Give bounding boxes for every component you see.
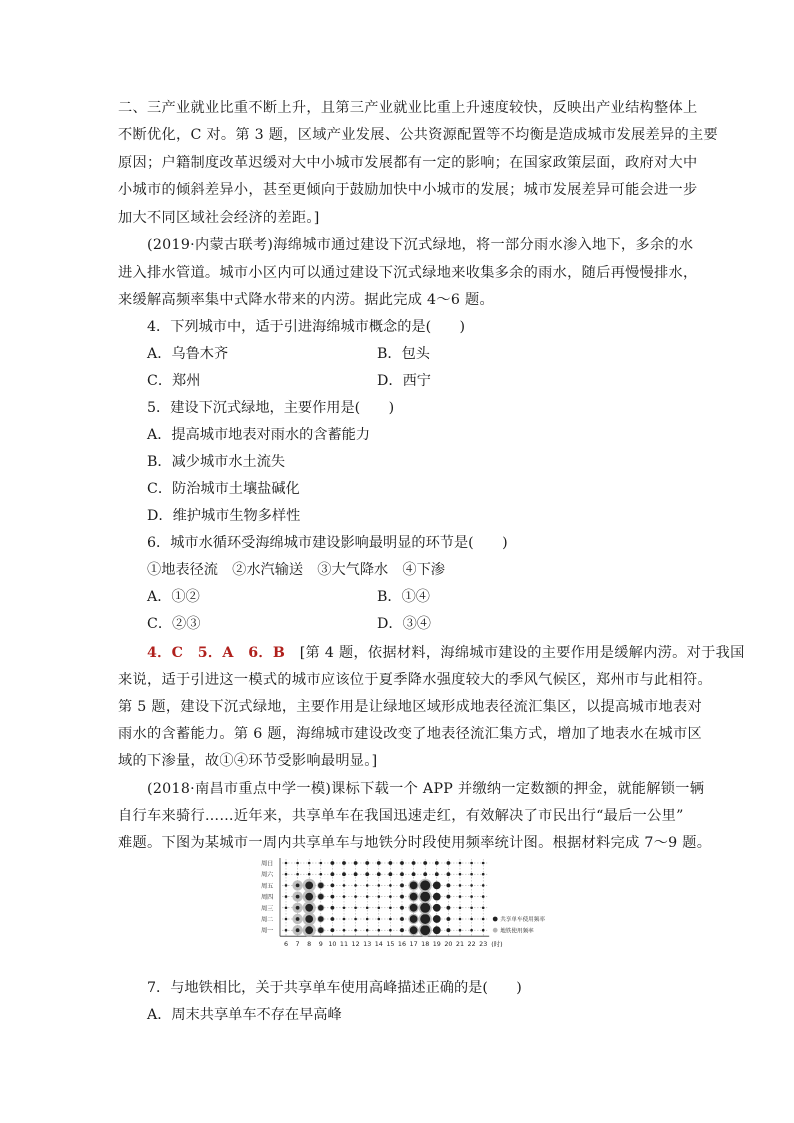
bike-bubble: [459, 918, 462, 921]
bike-bubble: [365, 861, 369, 865]
q7-option-a: A．周末共享单车不存在早高峰: [147, 1007, 342, 1023]
paragraph-2-line-2: 进入排水管道。城市小区内可以通过建设下沉式绿地来收集多余的雨水，随后再慢慢排水，: [118, 265, 698, 281]
bike-bubble: [354, 895, 357, 898]
bike-bubble: [285, 918, 288, 921]
y-tick-label: 周三: [261, 905, 274, 913]
bike-bubble: [354, 884, 357, 887]
bike-bubble: [459, 929, 462, 932]
q4-option-c: C．郑州: [147, 373, 201, 389]
bike-bubble: [308, 873, 311, 876]
bike-bubble: [410, 904, 418, 912]
paragraph-2-line-3: 来缓解高频率集中式降水带来的内涝。据此完成 4～6 题。: [118, 292, 494, 308]
q6-option-d: D．③④: [377, 616, 431, 632]
bike-bubble: [433, 904, 441, 912]
bike-bubble: [470, 895, 473, 898]
bike-bubble: [420, 925, 430, 935]
bike-bubble: [420, 903, 430, 913]
bike-bubble: [378, 895, 381, 898]
x-tick-label: 9: [318, 940, 323, 949]
bike-bubble: [435, 872, 439, 876]
bike-bubble: [482, 929, 485, 932]
paragraph-1-line-3: 原因；户籍制度改革迟缓对大中小城市发展都有一定的影响；在国家政策层面，政府对大中: [118, 155, 698, 171]
bike-bubble: [433, 882, 441, 890]
bike-bubble: [377, 872, 381, 876]
bike-bubble: [482, 918, 485, 921]
q5-option-d: D．维护城市生物多样性: [147, 508, 301, 524]
bike-bubble: [447, 895, 451, 899]
bike-bubble: [400, 872, 404, 876]
bike-bubble: [296, 917, 300, 921]
bike-bubble: [389, 929, 392, 932]
bike-bubble: [342, 861, 346, 865]
paragraph-4-line-3: 难题。下图为某城市一周内共享单车与地铁分时段使用频率统计图。根据材料完成 7～9 题。: [118, 835, 712, 851]
bike-bubble: [410, 893, 418, 901]
chart-svg: [258, 857, 550, 969]
bike-bubble: [342, 872, 346, 876]
q4-stem: 4．下列城市中，适于引进海绵城市概念的是( ): [147, 319, 466, 335]
bike-bubble: [296, 873, 299, 876]
bike-bubble: [285, 884, 288, 887]
bike-bubble: [423, 872, 427, 876]
bike-bubble: [459, 895, 462, 898]
bike-bubble: [470, 929, 473, 932]
x-tick-label: 12: [351, 940, 360, 949]
bike-bubble: [482, 873, 485, 876]
bike-bubble: [305, 893, 313, 901]
bike-bubble: [285, 929, 288, 932]
bike-bubble: [366, 918, 369, 921]
paragraph-4-line-1: (2018·南昌市重点中学一模)课标下载一个 APP 并缴纳一定数额的押金，就能解锁一辆: [147, 781, 705, 797]
legend-bike-swatch: [493, 917, 498, 922]
answer-6: 6．B: [248, 645, 286, 661]
q6-stem: 6．城市水循环受海绵城市建设影响最明显的环节是( ): [147, 535, 508, 551]
chart-x-labels: [284, 939, 503, 948]
bike-bubble: [305, 882, 313, 890]
bike-bubble: [305, 926, 313, 934]
x-tick-label: 6: [283, 940, 289, 949]
bike-bubble: [412, 872, 416, 876]
x-tick-label: 15: [386, 940, 395, 949]
x-tick-label: 22: [467, 940, 476, 949]
bike-bubble: [400, 861, 404, 865]
answer-line-4: 雨水的含蓄能力。第 6 题，海绵城市建设改变了地表径流汇集方式，增加了地表水在城市区: [118, 726, 702, 742]
bike-bubble: [318, 905, 324, 911]
paragraph-4-line-2: 自行车来骑行……近年来，共享单车在我国迅速走红，有效解决了市民出行“最后一公里”: [118, 808, 684, 824]
x-tick-label: 17: [409, 940, 418, 949]
bike-bubble: [318, 916, 324, 922]
y-tick-label: 周五: [261, 882, 274, 890]
x-tick-label: 8: [307, 940, 312, 949]
bike-bubble: [459, 862, 462, 865]
y-tick-label: 周六: [261, 871, 274, 879]
bike-bubble: [343, 918, 346, 921]
bike-bubble: [400, 917, 404, 921]
bike-bubble: [410, 926, 418, 934]
bike-bubble: [366, 884, 369, 887]
bike-bubble: [296, 906, 300, 910]
bike-bubble: [482, 907, 485, 910]
chart-legend: [493, 915, 546, 934]
bike-bubble: [285, 873, 288, 876]
y-tick-label: 周四: [261, 894, 274, 902]
bike-bubble: [378, 907, 381, 910]
bike-bubble: [331, 884, 335, 888]
bike-bubble: [331, 861, 335, 865]
bike-bubble: [378, 884, 381, 887]
x-axis-unit: (时): [491, 940, 503, 949]
bike-bubble: [400, 928, 404, 932]
bike-bubble: [296, 928, 300, 932]
bike-bubble: [343, 895, 346, 898]
bike-bubble: [377, 861, 381, 865]
bike-bubble: [378, 918, 381, 921]
bike-bubble: [320, 873, 323, 876]
paragraph-2-line-1: (2019·内蒙古联考)海绵城市通过建设下沉式绿地，将一部分雨水渗入地下，多余的水: [147, 237, 694, 253]
bike-bubble: [389, 907, 392, 910]
bike-bubble: [470, 907, 473, 910]
bike-bubble: [410, 882, 418, 890]
bike-bubble: [331, 895, 335, 899]
bike-bubble: [354, 929, 357, 932]
bike-bubble: [320, 862, 323, 865]
bike-bubble: [318, 883, 324, 889]
bike-bubble: [470, 873, 473, 876]
y-tick-label: 周二: [261, 916, 274, 924]
bike-bubble: [343, 907, 346, 910]
q6-option-a: A．①②: [147, 589, 200, 605]
bike-bubble: [354, 861, 358, 865]
bike-bubble: [420, 892, 430, 902]
bike-bubble: [389, 918, 392, 921]
bike-bubble: [305, 915, 313, 923]
bike-bubble: [400, 884, 404, 888]
chart-y-labels: [261, 860, 274, 935]
bike-bubble: [378, 929, 381, 932]
answer-line-5: 域的下渗量，故①④环节受影响最明显。]: [118, 753, 378, 769]
bike-bubble: [308, 862, 311, 865]
q5-option-b: B．减少城市水土流失: [147, 454, 286, 470]
x-tick-label: 14: [374, 940, 383, 949]
paragraph-1-line-1: 二、三产业就业比重不断上升，且第三产业就业比重上升速度较快，反映出产业结构整体上: [118, 100, 698, 116]
bike-bubble: [447, 884, 451, 888]
bike-bubble: [433, 915, 441, 923]
chart-bubbles: [285, 861, 485, 937]
legend-bike-label: 共享单车使用频率: [500, 917, 545, 924]
legend-subway-label: 地铁使用频率: [500, 928, 534, 935]
bike-bubble: [412, 861, 416, 865]
x-tick-label: 13: [363, 940, 372, 949]
bike-bubble: [305, 904, 313, 912]
bike-bubble: [400, 895, 404, 899]
bike-bubble: [459, 873, 462, 876]
bike-bubble: [482, 884, 485, 887]
bike-bubble: [482, 895, 485, 898]
bike-bubble: [420, 914, 430, 924]
y-tick-label: 周日: [261, 860, 274, 868]
q5-option-c: C．防治城市土壤盐碱化: [147, 481, 300, 497]
bike-bubble: [331, 928, 335, 932]
x-tick-label: 19: [432, 940, 441, 949]
bike-bubble: [366, 907, 369, 910]
q5-option-a: A．提高城市地表对雨水的含蓄能力: [147, 427, 371, 443]
bike-bubble: [447, 928, 451, 932]
x-tick-label: 11: [339, 940, 349, 949]
q4-option-b: B．包头: [377, 346, 430, 362]
paragraph-1-line-5: 加大不同区域社会经济的差距。]: [118, 210, 320, 226]
bike-bubble: [410, 915, 418, 923]
bike-bubble: [354, 918, 357, 921]
bike-bubble: [447, 906, 451, 910]
bike-bubble: [433, 893, 441, 901]
x-tick-label: 7: [295, 940, 300, 949]
bike-bubble: [459, 884, 462, 887]
x-tick-label: 10: [328, 940, 337, 949]
bike-bubble: [389, 861, 393, 865]
bike-bubble: [366, 895, 369, 898]
bike-bubble: [400, 906, 404, 910]
bike-bubble: [354, 907, 357, 910]
bike-bubble: [331, 917, 335, 921]
x-tick-label: 18: [421, 940, 430, 949]
q4-option-a: A．乌鲁木齐: [147, 346, 229, 362]
q6-items: ①地表径流 ②水汽输送 ③大气降水 ④下渗: [147, 562, 445, 578]
y-tick-label: 周一: [261, 927, 274, 935]
bike-bubble: [285, 895, 288, 898]
bike-bubble: [470, 918, 473, 921]
bike-bubble: [331, 872, 335, 876]
bike-bubble: [318, 927, 324, 933]
answer-line-2: 来说，适于引进这一模式的城市应该位于夏季降水强度较大的季风气候区，郑州市与此相符。: [118, 672, 712, 688]
bike-bubble: [318, 894, 324, 900]
bike-bubble: [470, 862, 473, 865]
q7-stem: 7．与地铁相比，关于共享单车使用高峰描述正确的是( ): [147, 980, 522, 996]
q5-stem: 5．建设下沉式绿地，主要作用是( ): [147, 400, 395, 416]
x-tick-label: 23: [479, 940, 488, 949]
x-tick-label: 20: [444, 940, 453, 949]
bike-bubble: [389, 872, 393, 876]
answer-4: 4．C: [147, 645, 184, 661]
bike-bubble: [389, 895, 392, 898]
answer-line-1: [118, 640, 745, 668]
bike-bubble: [296, 862, 299, 865]
bike-bubble: [447, 917, 451, 921]
bike-bubble: [331, 906, 335, 910]
bike-bubble: [389, 884, 392, 887]
bike-bubble: [447, 861, 451, 865]
bike-bubble: [433, 926, 441, 934]
bike-bubble: [343, 929, 346, 932]
bike-bubble: [365, 872, 369, 876]
answer-5: 5．A: [197, 645, 234, 661]
x-tick-label: 21: [455, 940, 465, 949]
answer-line-3: 第 5 题，建设下沉式绿地，主要作用是让绿地区域形成地表径流汇集区，以提高城市地表对: [118, 699, 702, 715]
bike-bubble: [459, 907, 462, 910]
bike-bubble: [296, 884, 300, 888]
answer-explanation-lead: [第 4 题，依据材料，海绵城市建设的主要作用是缓解内涝。对于我国: [299, 645, 745, 661]
q4-option-d: D．西宁: [377, 373, 431, 389]
usage-frequency-chart: [258, 857, 550, 969]
bike-bubble: [343, 884, 346, 887]
legend-subway-swatch: [493, 928, 498, 933]
bike-bubble: [423, 861, 427, 865]
x-tick-label: 16: [397, 940, 407, 949]
q6-option-c: C．②③: [147, 616, 201, 632]
bike-bubble: [366, 929, 369, 932]
bike-bubble: [354, 872, 358, 876]
bike-bubble: [435, 861, 439, 865]
bike-bubble: [285, 907, 288, 910]
bike-bubble: [447, 872, 451, 876]
paragraph-1-line-2: 不断优化，C 对。第 3 题，区域产业发展、公共资源配置等不均衡是造成城市发展差异的主要: [118, 127, 718, 143]
bike-bubble: [285, 862, 288, 865]
bike-bubble: [420, 880, 430, 890]
bike-bubble: [470, 884, 473, 887]
paragraph-1-line-4: 小城市的倾斜差异小，甚至更倾向于鼓励加快中小城市的发展；城市发展差异可能会进一步: [118, 182, 698, 198]
q6-option-b: B．①④: [377, 589, 430, 605]
bike-bubble: [482, 862, 485, 865]
bike-bubble: [296, 895, 300, 899]
